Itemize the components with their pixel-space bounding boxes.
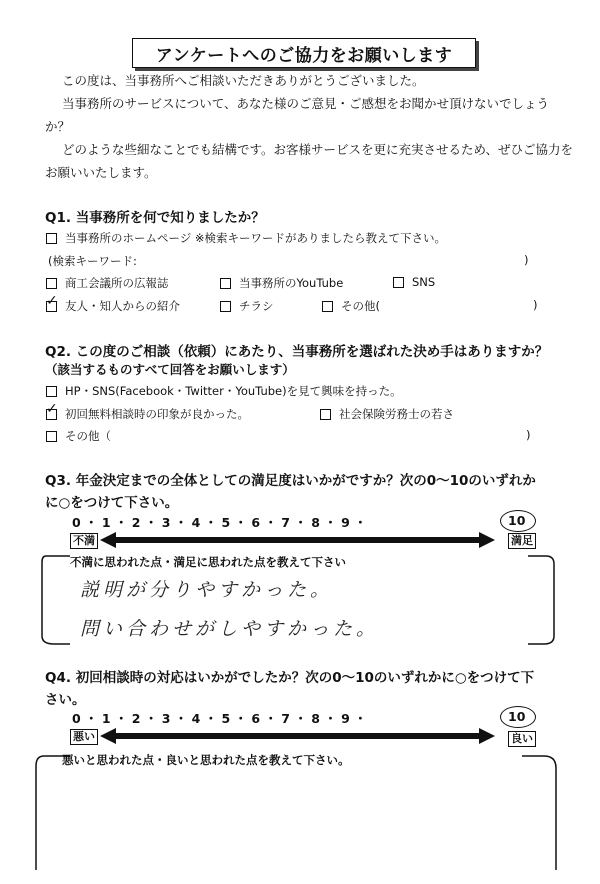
q3-low-label: 不満: [70, 533, 98, 549]
q3-double-arrow: [100, 530, 495, 550]
q1-option-youtube[interactable]: [220, 275, 343, 291]
q4-low-label: 悪い: [70, 729, 98, 745]
option-label: 当事務所のホームページ ※検索キーワードがありましたら教えて下さい。: [65, 231, 447, 245]
intro-line-2: 当事務所のサービスについて、あなた様のご意見・ご感想をお聞かせ頂けないでしょう: [62, 96, 550, 111]
q1-option-chamber[interactable]: [46, 275, 169, 291]
checkbox[interactable]: [322, 301, 333, 312]
checkbox[interactable]: [46, 386, 57, 397]
option-label: 社会保険労務士の若さ: [339, 407, 454, 421]
q1-keyword-field[interactable]: [48, 253, 137, 269]
q2-option-young[interactable]: [320, 406, 454, 422]
q3-high-label: 満足: [508, 533, 536, 549]
q4-comment-prompt: 悪いと思われた点・良いと思われた点を教えて下さい。: [62, 753, 350, 767]
q1-option-sns[interactable]: [393, 275, 435, 289]
checkbox[interactable]: [220, 301, 231, 312]
q2-option-other[interactable]: [46, 428, 111, 444]
checkbox[interactable]: [46, 278, 57, 289]
keyword-label: (検索キーワード:: [48, 254, 137, 268]
q2-question: Q2. この度のご相談（依頼）にあたり、当事務所を選ばれた決め手はありますか？: [45, 344, 549, 360]
q2-option-web[interactable]: [46, 383, 402, 399]
option-label: SNS: [412, 275, 436, 289]
page-title: アンケートへのご協力をお願いします: [132, 38, 476, 68]
checkbox[interactable]: [320, 409, 331, 420]
option-label: その他（: [65, 429, 111, 443]
q3-selected-value: 10: [508, 513, 526, 528]
option-label: 商工会議所の広報誌: [65, 276, 169, 290]
q3-scale: 0 ・ 1 ・ 2 ・ 3 ・ 4 ・ 5 ・ 6 ・ 7 ・ 8 ・ 9 ・: [72, 515, 367, 530]
option-label: チラシ: [239, 299, 274, 313]
q4-selected-value: 10: [508, 709, 526, 724]
q2-note: （該当するものすべて回答をお願いします）: [45, 362, 295, 377]
q4-scale: 0 ・ 1 ・ 2 ・ 3 ・ 4 ・ 5 ・ 6 ・ 7 ・ 8 ・ 9 ・: [72, 711, 367, 726]
checkbox-checked[interactable]: [46, 301, 57, 312]
q2-other-close: ): [526, 428, 531, 442]
q3-handwritten-answer-1: 説明が分りやすかった。: [80, 579, 334, 601]
q1-keyword-close: ): [524, 253, 529, 267]
q4-high-label: 良い: [508, 731, 536, 747]
q4-double-arrow: [100, 726, 495, 746]
checkbox-checked[interactable]: [46, 409, 57, 420]
q2-option-free-consult[interactable]: [46, 406, 249, 422]
q1-option-friend[interactable]: [46, 298, 180, 314]
q3-question-line-2: に○をつけて下さい。: [45, 495, 179, 511]
intro-line-1: この度は、当事務所へご相談いただきありがとうございました。: [62, 73, 425, 88]
q4-question-line-2: さい。: [45, 692, 86, 708]
q1-option-flyer[interactable]: [220, 298, 274, 314]
option-label: HP・SNS(Facebook・Twitter・YouTube)を見て興味を持った。: [65, 384, 402, 398]
checkbox[interactable]: [393, 277, 404, 288]
q3-question-line-1: Q3. 年金決定までの全体としての満足度はいかがですか？次の0～10のいずれか: [45, 473, 536, 489]
option-label: 初回無料相談時の印象が良かった。: [65, 407, 249, 421]
checkbox[interactable]: [46, 431, 57, 442]
q3-handwritten-answer-2: 問い合わせがしやすかった。: [80, 618, 380, 640]
q1-option-homepage[interactable]: [46, 230, 446, 246]
checkbox[interactable]: [46, 233, 57, 244]
q1-other-close: ): [533, 298, 538, 312]
q1-question: Q1. 当事務所を何で知りましたか？: [45, 210, 265, 226]
intro-line-4: どのような些細なことでも結構です。お客様サービスを更に充実させるため、ぜひご協力を: [62, 142, 574, 157]
option-label: 友人・知人からの紹介: [65, 299, 180, 313]
intro-line-3: か？: [45, 119, 71, 134]
option-label: その他(: [341, 299, 380, 313]
checkbox[interactable]: [220, 278, 231, 289]
intro-line-5: お願いいたします。: [45, 165, 157, 180]
q4-question-line-1: Q4. 初回相談時の対応はいかがでしたか？次の0～10のいずれかに○をつけて下: [45, 670, 535, 686]
q1-option-other[interactable]: [322, 298, 380, 314]
q3-comment-prompt: 不満に思われた点・満足に思われた点を教えて下さい: [70, 555, 346, 569]
option-label: 当事務所のYouTube: [239, 276, 344, 290]
